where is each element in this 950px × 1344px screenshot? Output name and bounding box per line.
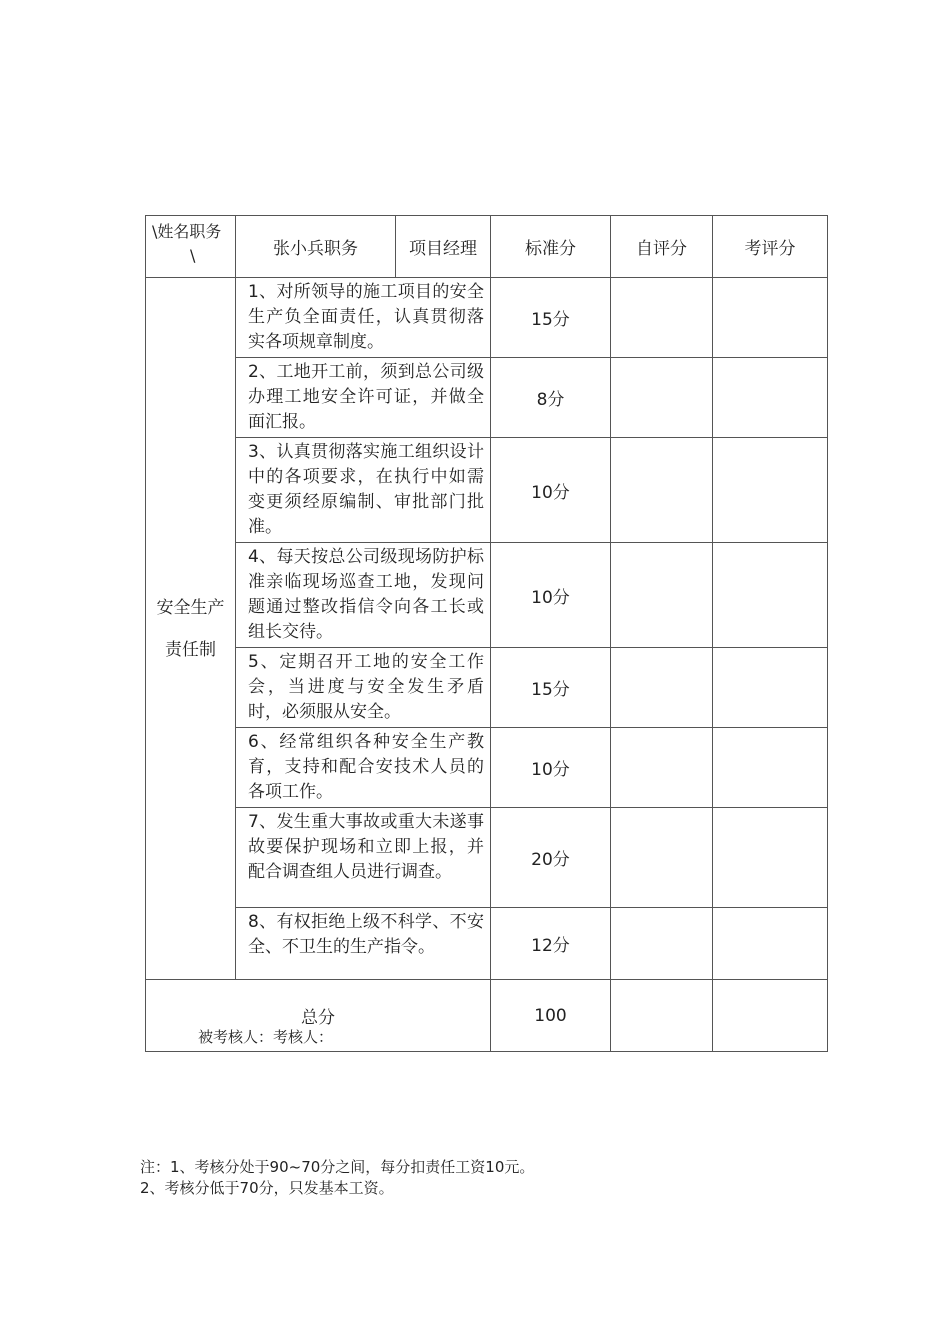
item-score: 15分 <box>491 648 611 728</box>
signature-line: 被考核人：考核人： <box>198 1028 334 1046</box>
review-score-cell[interactable] <box>713 648 828 728</box>
item-score: 20分 <box>491 808 611 908</box>
review-score-cell[interactable] <box>713 438 828 543</box>
item-score: 10分 <box>491 438 611 543</box>
position-header: 项目经理 <box>396 216 491 278</box>
review-score-header: 考评分 <box>713 216 828 278</box>
self-score-cell[interactable] <box>611 808 713 908</box>
self-score-cell[interactable] <box>611 438 713 543</box>
corner-header-line2: \ <box>190 246 196 265</box>
total-self-score-cell[interactable] <box>611 980 713 1052</box>
self-score-cell[interactable] <box>611 728 713 808</box>
item-text: 8、有权拒绝上级不科学、不安全、不卫生的生产指令。 <box>236 908 491 980</box>
note-line-2: 2、考核分低于70分，只发基本工资。 <box>140 1179 394 1197</box>
item-score: 10分 <box>491 543 611 648</box>
note-line-1: 注：1、考核分处于90~70分之间，每分扣责任工资10元。 <box>140 1158 535 1176</box>
item-score: 10分 <box>491 728 611 808</box>
item-text: 7、发生重大事故或重大未遂事故要保护现场和立即上报，并配合调查组人员进行调查。 <box>236 808 491 908</box>
item-score: 12分 <box>491 908 611 980</box>
table-row <box>146 438 828 543</box>
corner-header-cell <box>146 216 236 278</box>
self-score-cell[interactable] <box>611 648 713 728</box>
header-row <box>146 216 828 278</box>
notes <box>140 1157 560 1199</box>
table-row <box>146 808 828 908</box>
item-text: 2、工地开工前，须到总公司级办理工地安全许可证，并做全面汇报。 <box>236 358 491 438</box>
review-score-cell[interactable] <box>713 543 828 648</box>
standard-score-header: 标准分 <box>491 216 611 278</box>
item-score: 15分 <box>491 278 611 358</box>
item-text: 6、经常组织各种安全生产教育，支持和配合安技术人员的各项工作。 <box>236 728 491 808</box>
category-line1: 安全生产 <box>156 597 225 618</box>
item-score: 8分 <box>491 358 611 438</box>
table-row <box>146 728 828 808</box>
item-text: 5、定期召开工地的安全工作会，当进度与安全发生矛盾时，必须服从安全。 <box>236 648 491 728</box>
category-cell <box>146 278 236 980</box>
item-text: 4、每天按总公司级现场防护标准亲临现场巡查工地，发现问题通过整改指信令向各工长或组长交待。 <box>236 543 491 648</box>
corner-header-line1: \姓名职务 <box>152 222 222 241</box>
self-score-cell[interactable] <box>611 543 713 648</box>
review-score-cell[interactable] <box>713 358 828 438</box>
total-label: 总分 <box>146 980 491 1052</box>
item-text: 1、对所领导的施工项目的安全生产负全面责任，认真贯彻落实各项规章制度。 <box>236 278 491 358</box>
assessment-table <box>145 215 828 1052</box>
table-row <box>146 358 828 438</box>
self-score-cell[interactable] <box>611 358 713 438</box>
self-score-cell[interactable] <box>611 908 713 980</box>
category-line2: 责任制 <box>165 639 216 660</box>
review-score-cell[interactable] <box>713 278 828 358</box>
review-score-cell[interactable] <box>713 728 828 808</box>
review-score-cell[interactable] <box>713 908 828 980</box>
table-row <box>146 278 828 358</box>
table-row <box>146 908 828 980</box>
name-header: 张小兵职务 <box>236 216 396 278</box>
table-row <box>146 543 828 648</box>
review-score-cell[interactable] <box>713 808 828 908</box>
self-score-header: 自评分 <box>611 216 713 278</box>
table-row <box>146 648 828 728</box>
item-text: 3、认真贯彻落实施工组织设计中的各项要求，在执行中如需变更须经原编制、审批部门批准。 <box>236 438 491 543</box>
self-score-cell[interactable] <box>611 278 713 358</box>
total-review-score-cell[interactable] <box>713 980 828 1052</box>
total-score: 100 <box>491 980 611 1052</box>
